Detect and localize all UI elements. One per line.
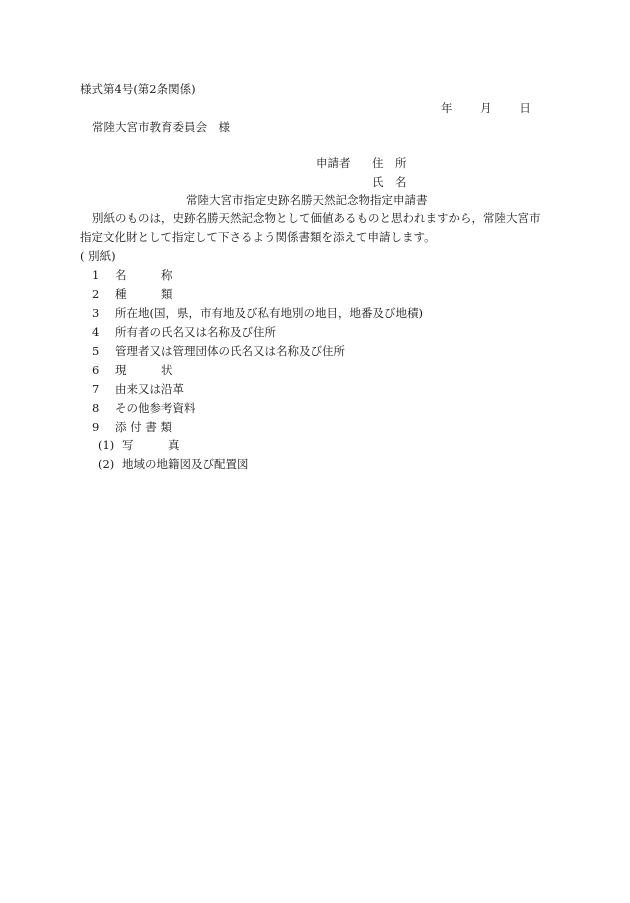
list-item	[92, 382, 184, 396]
item-label: 名 称	[115, 268, 173, 282]
body-line-1: 別紙のものは，史跡名勝天然記念物として価値あるものと思われますから，常陸大宮市	[92, 211, 541, 225]
item-label: 添 付 書 類	[115, 420, 172, 434]
attachment-item	[98, 438, 180, 452]
applicant-name-label: 氏 名	[372, 175, 407, 189]
form-number: 様式第4号(第2条関係)	[80, 82, 196, 96]
document-title: 常陸大宮市指定史跡名勝天然記念物指定申請書	[186, 193, 428, 207]
item-label: 所有者の氏名又は名称及び住所	[115, 325, 276, 339]
list-item	[92, 401, 196, 415]
item-number: 7	[92, 382, 100, 396]
item-label: 管理者又は管理団体の氏名又は名称及び住所	[115, 344, 345, 358]
item-number: 4	[92, 325, 100, 339]
date-line	[441, 101, 531, 115]
list-item	[92, 268, 173, 282]
list-item	[92, 287, 173, 301]
list-item	[92, 344, 345, 358]
date-month: 月	[480, 101, 492, 115]
list-item	[92, 420, 172, 434]
item-number: 8	[92, 401, 100, 415]
date-year: 年	[441, 101, 453, 115]
attachment-label: 地域の地籍図及び配置図	[122, 457, 249, 471]
item-label: 由来又は沿革	[115, 382, 184, 396]
item-label: その他参考資料	[115, 401, 196, 415]
item-label: 現 状	[115, 363, 173, 377]
list-item	[92, 306, 423, 320]
item-number: 5	[92, 344, 100, 358]
attachment-number: (1)	[98, 438, 115, 452]
appendix-label: ( 別紙)	[80, 249, 116, 263]
addressee: 常陸大宮市教育委員会 様	[92, 120, 230, 134]
attachment-item	[98, 457, 249, 471]
item-number: 6	[92, 363, 100, 377]
item-number: 1	[92, 268, 100, 282]
list-item	[92, 325, 276, 339]
item-number: 9	[92, 420, 100, 434]
attachment-number: (2)	[98, 457, 115, 471]
body-line-2: 指定文化財として指定して下さるよう関係書類を添えて申請します。	[80, 230, 436, 244]
list-item	[92, 363, 173, 377]
item-label: 所在地(国，県，市有地及び私有地別の地目，地番及び地積)	[115, 306, 423, 320]
item-number: 3	[92, 306, 100, 320]
item-label: 種 類	[115, 287, 173, 301]
attachment-label: 写 真	[122, 438, 180, 452]
item-number: 2	[92, 287, 100, 301]
date-day: 日	[519, 101, 531, 115]
applicant-label: 申請者	[316, 156, 351, 170]
applicant-address-label: 住 所	[372, 156, 407, 170]
